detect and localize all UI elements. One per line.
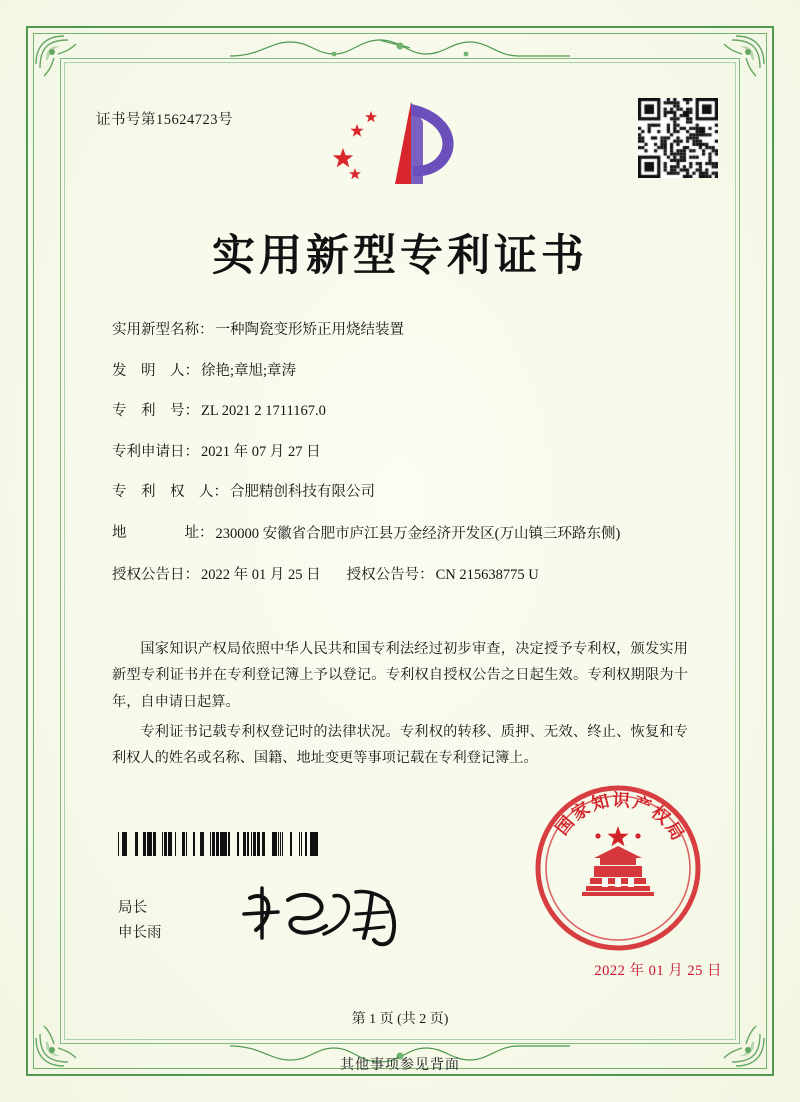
page-number: 第 1 页 (共 2 页) [351, 1012, 449, 1027]
svg-text:国家知识产权局: 国家知识产权局 [551, 789, 690, 846]
handwritten-signature-icon [238, 880, 438, 950]
field-label: 地 址： [112, 524, 214, 541]
field-row [112, 482, 692, 503]
legal-paragraph: 国家知识产权局依照中华人民共和国专利法经过初步审查，决定授予专利权，颁发实用新型专利证书并在专利登记簿上予以登记。专利权自授权公告之日起生效。专利权期限为十年，自申请日起算。 [112, 641, 688, 710]
field-row-grant [112, 565, 692, 586]
field-value: 2021 年 07 月 27 日 [201, 443, 321, 460]
top-ornament-band-icon [230, 36, 570, 62]
corner-ornament-icon [30, 30, 90, 90]
field-label: 专 利 号： [112, 403, 199, 420]
field-row [112, 320, 692, 341]
field-value: 一种陶瓷变形矫正用烧结装置 [215, 322, 404, 338]
grant-date-value: 2022 年 01 月 25 日 [201, 566, 321, 583]
field-row [112, 401, 692, 422]
official-seal-icon [532, 782, 704, 954]
barcode-icon [118, 832, 318, 856]
field-value: 230000 安徽省合肥市庐江县万金经济开发区(万山镇三环路东侧) [215, 525, 621, 542]
field-label: 专利申请日： [112, 443, 199, 460]
field-label: 发 明 人： [112, 362, 199, 379]
grant-number-label: 授权公告号： [346, 566, 434, 583]
legal-paragraph: 专利证书记载专利权登记时的法律状况。专利权的转移、质押、无效、终止、恢复和专利权人的姓名或名称、国籍、地址变更等事项记载在专利登记簿上。 [112, 723, 688, 767]
field-label: 专 利 权 人： [112, 484, 228, 501]
field-label: 实用新型名称： [112, 322, 214, 338]
field-row [112, 361, 692, 382]
certificate-number: 证书号第15624723号 [96, 112, 233, 128]
field-row [112, 442, 692, 463]
page-title: 实用新型专利证书 [212, 233, 588, 280]
cnipa-logo-icon [325, 96, 475, 191]
grant-number-value: CN 215638775 U [435, 566, 539, 583]
seal-date: 2022 年 01 月 25 日 [594, 963, 722, 979]
field-row-address [112, 523, 692, 545]
field-value: 合肥精创科技有限公司 [230, 484, 375, 501]
grant-date-label: 授权公告日： [112, 566, 199, 583]
signature-block [118, 896, 162, 947]
corner-ornament-icon [710, 30, 770, 90]
field-value: 徐艳;章旭;章涛 [201, 362, 297, 379]
legal-text-block [112, 636, 688, 775]
director-role-label: 局长 [118, 900, 147, 916]
fields-block [112, 320, 692, 605]
qr-code-icon [638, 98, 718, 178]
footer-note: 其他事项参见背面 [340, 1058, 460, 1073]
director-name-label: 申长雨 [118, 925, 162, 942]
field-value: ZL 2021 2 1711167.0 [201, 403, 326, 420]
